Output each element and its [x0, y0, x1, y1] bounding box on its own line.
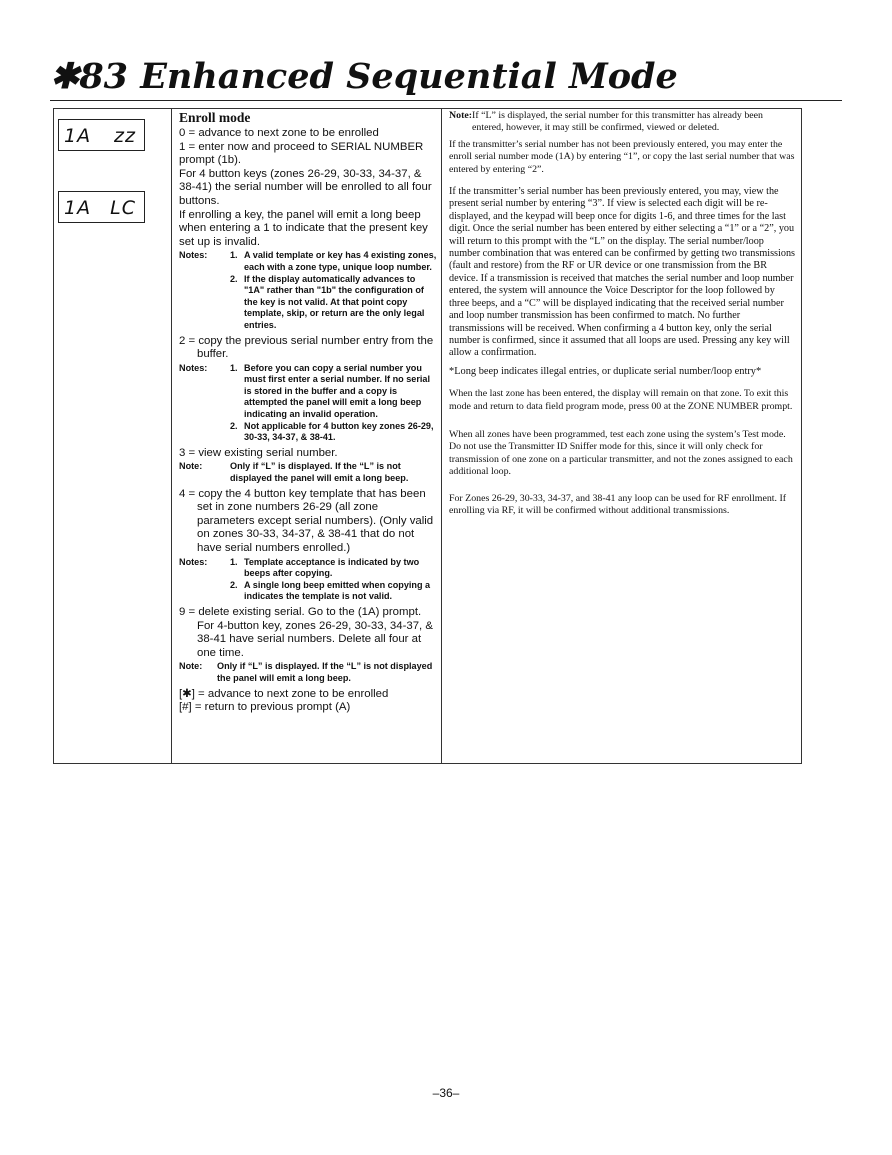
note-label: Note:	[449, 110, 473, 121]
enroll-heading: Enroll mode	[179, 110, 251, 125]
page-number: –36–	[432, 1086, 460, 1100]
note-number: 2.	[230, 579, 238, 590]
display-column	[54, 109, 172, 764]
star-key-option: [✱] = advance to next zone to be enrolled	[179, 687, 389, 700]
note-text: A single long beep emitted when copying a indicates the template is not valid.	[244, 579, 431, 602]
four-button-paragraph: For 4 button keys (zones 26-29, 30-33, 34-37, & 38-41) the serial number will be enrolled to all four buttons.	[179, 167, 432, 207]
note-number: 1.	[230, 362, 238, 373]
display-value: zz	[114, 125, 136, 147]
notes-block-4	[179, 557, 438, 603]
notes-block-2	[179, 363, 438, 444]
note-label: Note:	[179, 661, 203, 672]
option-3: 3 = view existing serial number.	[179, 446, 338, 459]
note-text: Not applicable for 4 button key zones 26-29, 30-33, 34-37, & 38-41.	[244, 420, 434, 443]
notes-label: Notes:	[179, 362, 208, 373]
note-text: If “L” is displayed, the serial number for this transmitter has already been entered, however, it may still be confirmed, viewed or deleted.	[472, 110, 763, 134]
note-text: If the display automatically advances to "1A" rather than "1b" the configuration of the key is not valid. At that point copy template, skip, or return are the only legal entries.	[244, 273, 425, 330]
info-paragraph-1: If the transmitter’s serial number has not been previously entered, you may enter the enroll serial number mode (1A) by entering “1”, or copy the last serial number that was entered by entering “2”.	[449, 138, 795, 175]
content-table	[53, 108, 802, 764]
keypad-display-1a-lc	[58, 191, 145, 223]
info-paragraph-6: For Zones 26-29, 30-33, 34-37, and 38-41 any loop can be used for RF enrollment. If enrolling via RF, it will be confirmed without additional transmissions.	[449, 492, 787, 516]
keypad-display-1a-zz	[58, 119, 145, 151]
option-4: 4 = copy the 4 button key template that has been set in zone numbers 26-29 (all zone parameters except serial numbers). (Only valid on zones 30-33, 34-37, & 38-41 that do not have serial numbers enrolled.)	[179, 487, 434, 554]
enroll-column	[172, 109, 442, 764]
note-text: A valid template or key has 4 existing zones, each with a zone type, unique loop number.	[244, 250, 437, 272]
display-prompt: 1A	[64, 125, 92, 147]
note-text: Only if “L” is displayed. If the “L” is not displayed the panel will emit a long beep.	[217, 661, 433, 683]
note-number: 1.	[230, 556, 238, 567]
note-text: Before you can copy a serial number you must first enter a serial number. If no serial is stored in the buffer and a copy is attempted the panel will emit a long beep indicating an invalid operation.	[244, 362, 430, 420]
note-label: Note:	[179, 461, 203, 472]
info-paragraph-3: *Long beep indicates illegal entries, or duplicate serial number/loop entry*	[449, 365, 762, 377]
pound-key-option: [#] = return to previous prompt (A)	[179, 701, 351, 714]
option-9: 9 = delete existing serial. Go to the (1A) prompt. For 4-button key, zones 26-29, 30-33, 34-37, & 38-41 have serial numbers. Delete all four at one time.	[179, 605, 433, 659]
note-text: Template acceptance is indicated by two beeps after copying.	[244, 556, 420, 579]
l-displayed-note	[449, 110, 795, 135]
info-paragraph-4: When the last zone has been entered, the display will remain on that zone. To exit this mode and return to data field program mode, press 00 at the ZONE NUMBER prompt.	[449, 388, 793, 412]
notes-label: Notes:	[179, 556, 208, 567]
display-prompt: 1A	[64, 197, 92, 219]
note-text: Only if “L” is displayed. If the “L” is not displayed the panel will emit a long beep.	[230, 461, 409, 484]
title-rule	[50, 100, 842, 101]
display-value: LC	[110, 197, 136, 219]
note-block-9	[179, 661, 438, 684]
notes-label: Notes:	[179, 250, 208, 261]
note-block-3	[179, 461, 438, 484]
notes-block-1	[179, 250, 438, 331]
option-2: 2 = copy the previous serial number entry from the buffer.	[179, 334, 434, 361]
info-paragraph-5: When all zones have been programmed, test each zone using the system’s Test mode. Do not use the Transmitter ID Sniffer mode for this, since it will only check for transmission of one zone on a particular transmitter, and not the zones assigned to each additional loop.	[449, 428, 793, 478]
page-title: ✱83 Enhanced Sequential Mode	[50, 56, 678, 97]
note-number: 1.	[230, 250, 238, 261]
note-number: 2.	[230, 273, 238, 284]
long-beep-paragraph: If enrolling a key, the panel will emit a long beep when entering a 1 to indicate that the present key set up is invalid.	[179, 208, 428, 248]
info-column	[442, 109, 802, 764]
note-number: 2.	[230, 420, 238, 431]
info-paragraph-2: If the transmitter’s serial number has been previously entered, you may, view the present serial number by entering “3”. If view is selected each digit will be re-displayed, and the keypad will beep once for digits 1-6, and three times for the last digit. Once the serial number has been entered by either selecting a “1” or a “2”, you will return to this prompt with the “L” on the display. The serial number/loop number combination that was entered can be confirmed by getting two transmissions (fault and restore) from the RF or UR device or one transmission from the BR device. If a transmission is received that matches the serial number and loop number entered, the system will announce the Voice Descriptor for the loop followed by three beeps, and a “C” will be displayed indicating that the received serial number and loop number transmission has been confirmed to match. No further transmissions will be received. When confirming a 4 button key, only the serial number is confirmed, since it assumed that all loops are used. Pressing any key will allow a confirmation.	[449, 186, 796, 359]
option-1: 1 = enter now and proceed to SERIAL NUMBER prompt (1b).	[179, 140, 424, 167]
option-0: 0 = advance to next zone to be enrolled	[179, 127, 379, 139]
